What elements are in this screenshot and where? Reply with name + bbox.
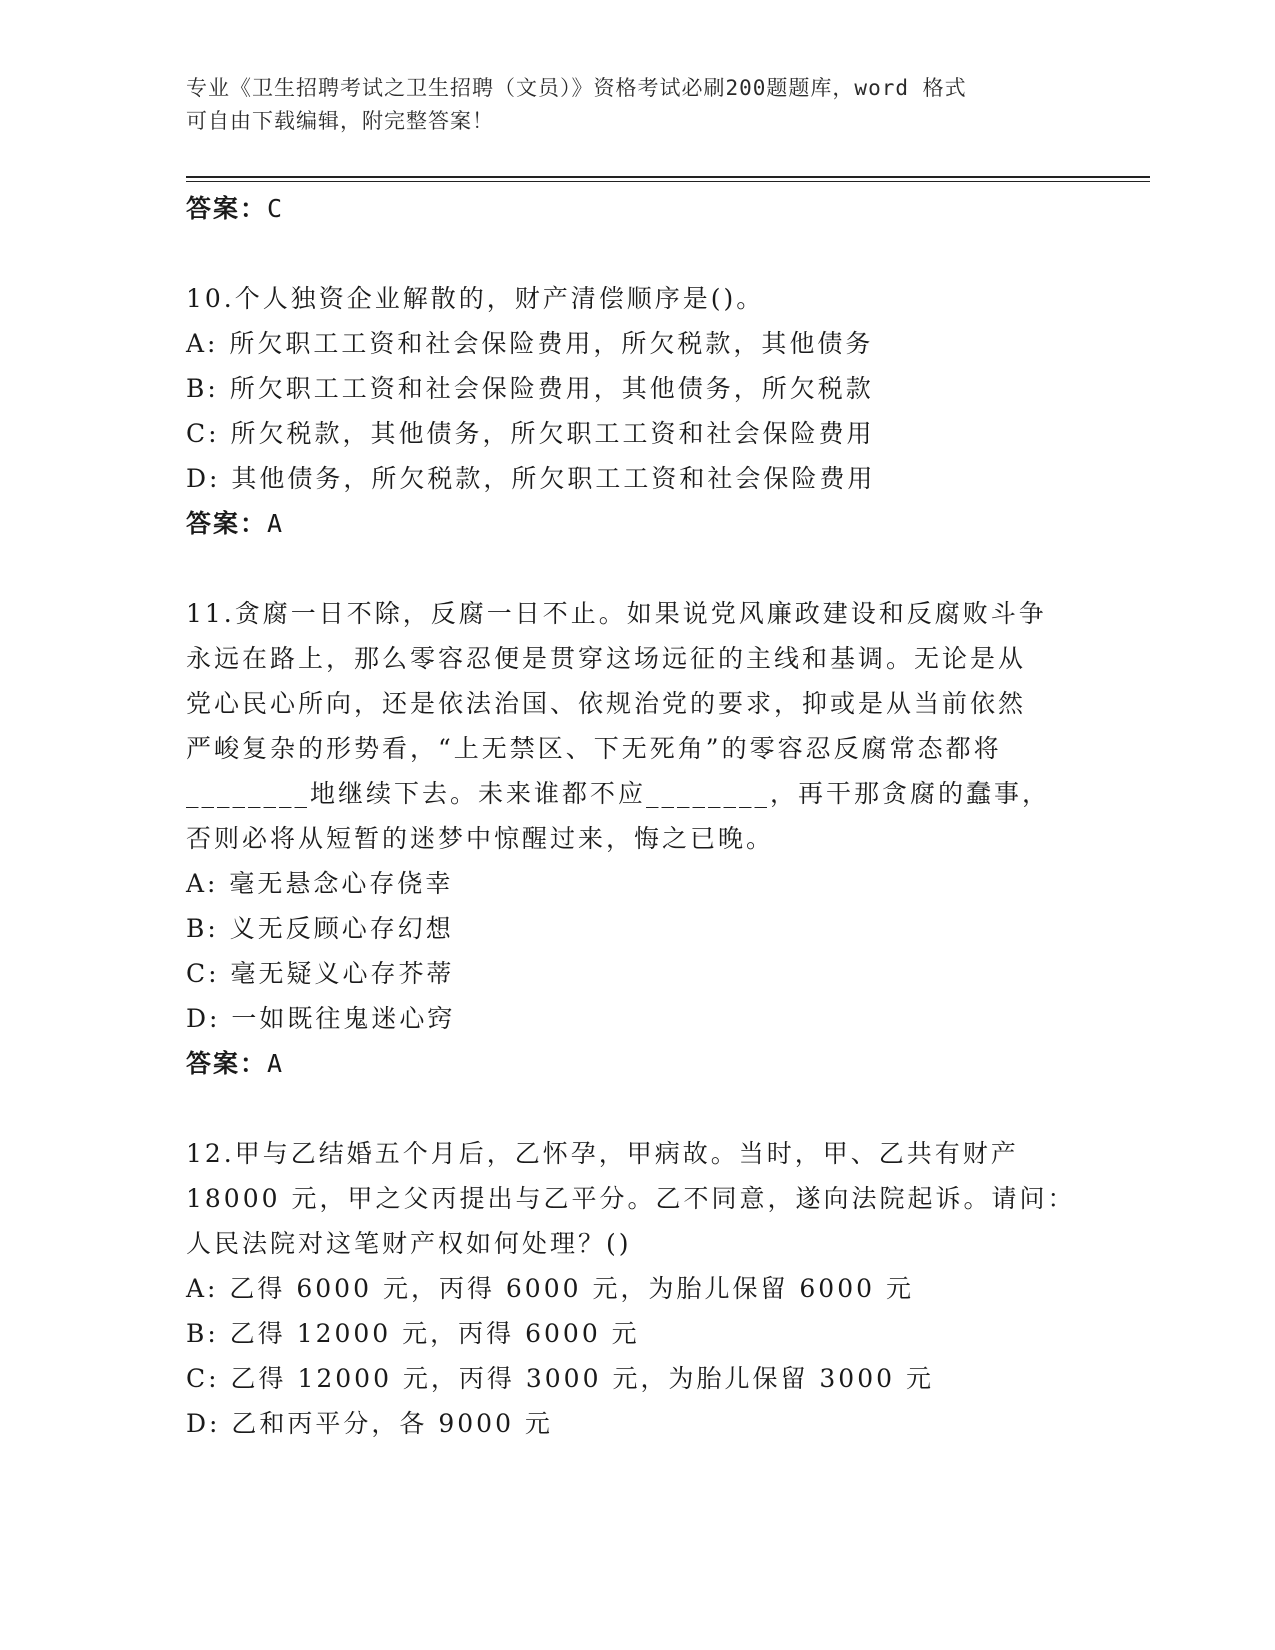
option-c: C: 毫无疑义心存芥蒂: [186, 959, 455, 988]
question-text-line: ________地继续下去。未来谁都不应________，再干那贪腐的蠢事，: [186, 779, 1051, 808]
option-d: D: 一如既往鬼迷心窍: [186, 1004, 456, 1033]
question-text: 10.个人独资企业解散的，财产清偿顺序是()。: [186, 284, 765, 313]
option-b: B: 乙得 12000 元，丙得 6000 元: [186, 1319, 640, 1348]
answer-value: A: [267, 1049, 285, 1078]
question-11: [186, 591, 1086, 1086]
option-b: B: 义无反顾心存幻想: [186, 914, 454, 943]
answer-label: 答案：: [186, 509, 268, 538]
option-a: A: 乙得 6000 元，丙得 6000 元，为胎儿保留 6000 元: [186, 1274, 914, 1303]
spacer: [186, 231, 1086, 276]
question-text-line: 永远在路上，那么零容忍便是贯穿这场远征的主线和基调。无论是从: [186, 644, 1027, 673]
answer-value: C: [267, 194, 285, 223]
question-text-line: 否则必将从短暂的迷梦中惊醒过来，悔之已晚。: [186, 824, 775, 853]
question-text-line: 12.甲与乙结婚五个月后，乙怀孕，甲病故。当时，甲、乙共有财产: [186, 1139, 1019, 1168]
header-line-2: 可自由下载编辑，附完整答案！: [186, 109, 494, 133]
option-d: D: 其他债务，所欠税款，所欠职工工资和社会保险费用: [186, 464, 876, 493]
header-line-1: 专业《卫生招聘考试之卫生招聘（文员）》资格考试必刷200题题库，word 格式: [186, 76, 967, 100]
header-divider-thin: [186, 181, 1150, 182]
option-a: A: 毫无悬念心存侥幸: [186, 869, 454, 898]
question-10: [186, 276, 1086, 546]
question-text-line: 人民法院对这笔财产权如何处理？(): [186, 1229, 632, 1258]
option-c: C: 乙得 12000 元，丙得 3000 元，为胎儿保留 3000 元: [186, 1364, 934, 1393]
document-body: [186, 186, 1086, 1446]
option-c: C: 所欠税款，其他债务，所欠职工工资和社会保险费用: [186, 419, 875, 448]
answer-label: 答案：: [186, 194, 268, 223]
answer-label: 答案：: [186, 1049, 268, 1078]
question-text-line: 党心民心所向，还是依法治国、依规治党的要求，抑或是从当前依然: [186, 689, 1027, 718]
header-divider: [186, 176, 1150, 178]
spacer: [186, 546, 1086, 591]
question-text-line: 11.贪腐一日不除，反腐一日不止。如果说党风廉政建设和反腐败斗争: [186, 599, 1047, 628]
question-12: [186, 1131, 1086, 1446]
question-text-line: 严峻复杂的形势看，“上无禁区、下无死角”的零容忍反腐常态都将: [186, 734, 1002, 763]
question-text-line: 18000 元，甲之父丙提出与乙平分。乙不同意，遂向法院起诉。请问：: [186, 1184, 1076, 1213]
spacer: [186, 1086, 1086, 1131]
option-d: D: 乙和丙平分，各 9000 元: [186, 1409, 553, 1438]
answer-line: [186, 1041, 1086, 1086]
answer-line: [186, 501, 1086, 546]
answer-line: [186, 186, 1086, 231]
option-a: A: 所欠职工工资和社会保险费用，所欠税款，其他债务: [186, 329, 874, 358]
option-b: B: 所欠职工工资和社会保险费用，其他债务，所欠税款: [186, 374, 874, 403]
document-header: [186, 72, 1066, 138]
answer-value: A: [267, 509, 285, 538]
